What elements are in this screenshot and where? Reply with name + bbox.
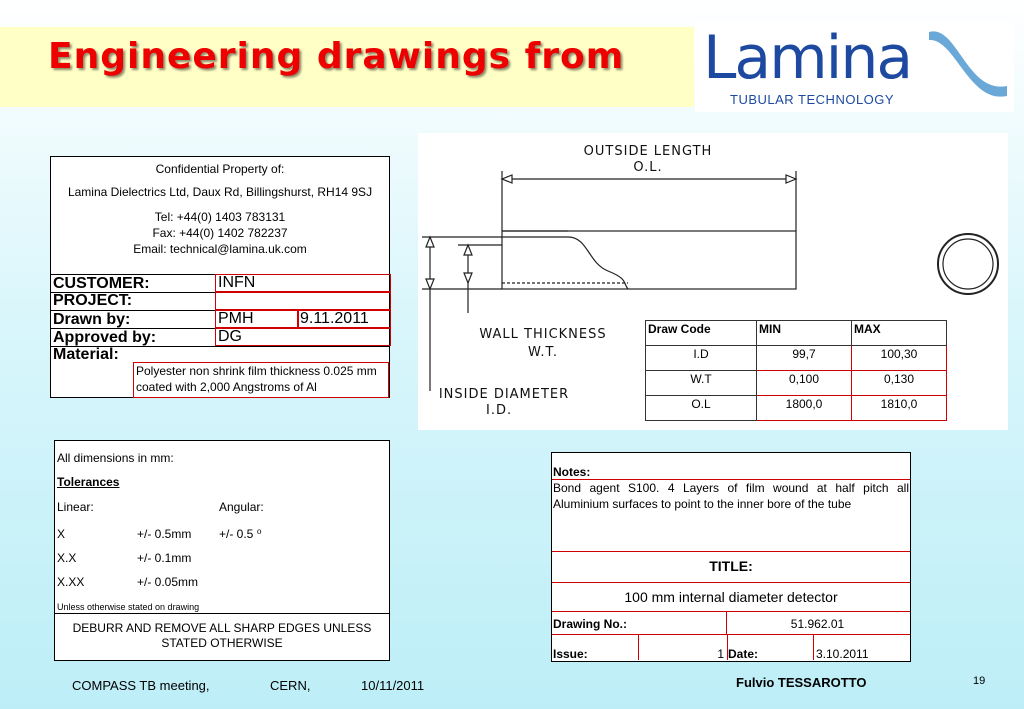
page-number: 19 (973, 675, 986, 687)
drawn-date: 9.11.2011 (297, 310, 391, 328)
logo-wordmark: Lamina (703, 23, 912, 93)
row-max: 0,130 (852, 371, 947, 396)
footer-place: CERN, (270, 678, 311, 693)
id-label: I.D. (486, 403, 513, 418)
title-value: 100 mm internal diameter detector (624, 589, 838, 605)
tol-xxx-label: X.XX (57, 575, 85, 589)
angular-label: Angular: (219, 500, 264, 514)
approved-label: Approved by: (53, 329, 157, 346)
property-block (50, 156, 390, 398)
company-fax: Fax: +44(0) 1402 782237 (152, 226, 288, 240)
tol-xx-linear: +/- 0.1mm (137, 551, 192, 565)
notes-block (551, 452, 911, 662)
slide-title: Engineering drawings from (48, 36, 625, 77)
footer-date: 10/11/2011 (361, 678, 425, 693)
unless-note: Unless otherwise stated on drawing (57, 602, 200, 612)
header-draw-code: Draw Code (646, 321, 757, 346)
tol-x-angular: +/- 0.5 ⁰ (219, 527, 262, 541)
row-max: 100,30 (852, 346, 947, 371)
outside-length-label: OUTSIDE LENGTH (583, 144, 713, 159)
approved-value: DG (215, 328, 391, 346)
inside-diameter-label: INSIDE DIAMETER (438, 387, 570, 402)
linear-label: Linear: (57, 500, 94, 514)
project-label: PROJECT: (53, 292, 133, 309)
row-max: 1810,0 (852, 396, 947, 421)
confidential-label: Confidential Property of: (155, 162, 285, 176)
row-code: W.T (646, 371, 757, 396)
tolerances-heading: Tolerances (57, 475, 120, 489)
tol-xxx-linear: +/- 0.05mm (137, 575, 199, 589)
drawn-label: Drawn by: (53, 311, 131, 328)
table-header-row (646, 321, 947, 346)
tolerances-block (54, 440, 390, 661)
drawing-no-value: 51.962.01 (790, 617, 845, 631)
footer-author: Fulvio TESSAROTTO (736, 675, 867, 690)
customer-value: INFN (215, 274, 391, 292)
units-note: All dimensions in mm: (57, 451, 174, 465)
notes-label: Notes: (553, 465, 591, 479)
table-row (646, 371, 947, 396)
logo-tagline: TUBULAR TECHNOLOGY (730, 92, 895, 107)
issue-label: Issue: (553, 647, 588, 661)
material-label: Material: (53, 346, 119, 363)
row-code: I.D (646, 346, 757, 371)
row-min: 99,7 (757, 346, 852, 371)
row-code: O.L (646, 396, 757, 421)
tol-xx-label: X.X (57, 551, 77, 565)
table-row (646, 346, 947, 371)
drawn-value: PMH (215, 310, 299, 328)
table-row (646, 396, 947, 421)
row-min: 0,100 (757, 371, 852, 396)
customer-label: CUSTOMER: (53, 275, 150, 292)
company-tel: Tel: +44(0) 1403 783131 (154, 210, 286, 224)
wall-thickness-label: WALL THICKNESS (479, 327, 607, 342)
header-max: MAX (852, 321, 947, 346)
material-value: Polyester non shrink film thickness 0.025 mm coated with 2,000 Angstroms of Al (133, 362, 389, 398)
footer-meeting: COMPASS TB meeting, (72, 678, 210, 693)
ol-label: O.L. (633, 160, 663, 175)
company-address: Lamina Dielectrics Ltd, Daux Rd, Billingshurst, RH14 9SJ (67, 185, 373, 199)
header-min: MIN (757, 321, 852, 346)
lamina-logo (695, 22, 1014, 112)
row-min: 1800,0 (757, 396, 852, 421)
title-label: TITLE: (709, 558, 753, 574)
issue-value: 1 (717, 647, 724, 661)
drawing-no-label: Drawing No.: (553, 617, 627, 631)
wt-label: W.T. (527, 345, 559, 360)
logo-wave-icon (927, 24, 1011, 104)
tol-x-linear: +/- 0.5mm (137, 527, 192, 541)
date-value: 3.10.2011 (816, 647, 869, 661)
deburr-note: DEBURR AND REMOVE ALL SHARP EDGES UNLESS STATED OTHERWISE (72, 621, 372, 650)
dimension-table (645, 320, 947, 421)
date-label: Date: (728, 647, 759, 661)
project-value (215, 292, 391, 310)
company-email: Email: technical@lamina.uk.com (133, 242, 307, 256)
tol-x-label: X (57, 527, 66, 541)
notes-text: Bond agent S100. 4 Layers of film wound at half pitch all Aluminium surfaces to point to the inner bore of the tube (553, 481, 909, 511)
